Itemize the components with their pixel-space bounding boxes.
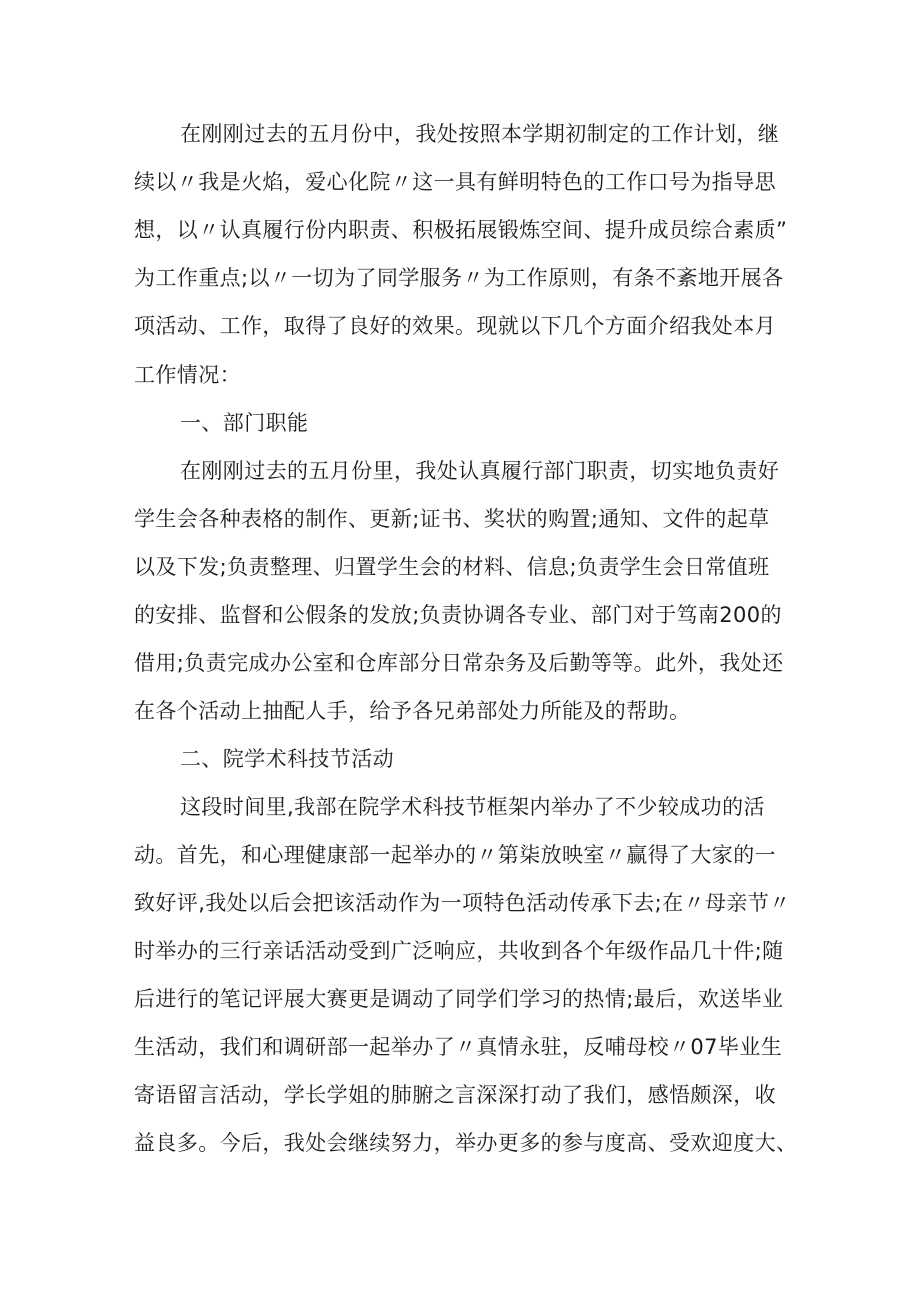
intro-line: 为工作重点;以〃一切为了同学服务〃为工作原则，有条不紊地开展各	[134, 266, 784, 290]
section2-line: 动。首先，和心理健康部一起举办的〃第柒放映室〃赢得了大家的一	[134, 843, 776, 867]
section-heading-science-festival: 二、院学术科技节活动	[180, 747, 394, 771]
section1-line: 在刚刚过去的五月份里，我处认真履行部门职责，切实地负责好	[180, 459, 780, 483]
section1-line: 的安排、监督和公假条的发放;负责协调各专业、部门对于笃南200的	[134, 603, 782, 627]
section-heading-department-functions: 一、部门职能	[180, 411, 309, 435]
intro-line: 想，以〃认真履行份内职责、积极拓展锻炼空间、提升成员综合素质”	[134, 218, 788, 242]
section1-line: 以及下发;负责整理、归置学生会的材料、信息;负责学生会日常值班	[134, 555, 770, 579]
section2-line: 这段时间里,我部在院学术科技节框架内举办了不少较成功的活	[180, 795, 765, 819]
section2-line: 时举办的三行亲话活动受到广泛响应，共收到各个年级作品几十件;随	[134, 939, 784, 963]
document-page	[134, 0, 802, 1301]
section2-line: 致好评,我处以后会把该活动作为一项特色活动传承下去;在〃母亲节〃	[134, 891, 791, 915]
intro-line: 工作情况：	[134, 363, 241, 387]
section2-line: 益良多。今后，我处会继续努力，举办更多的参与度高、受欢迎度大、	[134, 1131, 798, 1155]
section1-line: 借用;负责完成办公室和仓库部分日常杂务及后勤等等。此外，我处还	[134, 651, 784, 675]
section1-line: 学生会各种表格的制作、更新;证书、奖状的购置;通知、文件的起草	[134, 507, 770, 531]
section1-line: 在各个活动上抽配人手，给予各兄弟部处力所能及的帮助。	[134, 699, 691, 723]
section2-line: 寄语留言活动，学长学姐的肺腑之言深深打动了我们，感悟颇深，收	[134, 1083, 776, 1107]
intro-line: 项活动、工作，取得了良好的效果。现就以下几个方面介绍我处本月	[134, 314, 776, 338]
section2-line: 生活动，我们和调研部一起举办了〃真情永驻，反哺母校〃07毕业生	[134, 1035, 783, 1059]
intro-line: 续以〃我是火焰，爱心化院〃这一具有鲜明特色的工作口号为指导思	[134, 170, 776, 194]
intro-line: 在刚刚过去的五月份中，我处按照本学期初制定的工作计划，继	[180, 122, 780, 146]
section2-line: 后进行的笔记评展大赛更是调动了同学们学习的热情;最后，欢送毕业	[134, 987, 784, 1011]
